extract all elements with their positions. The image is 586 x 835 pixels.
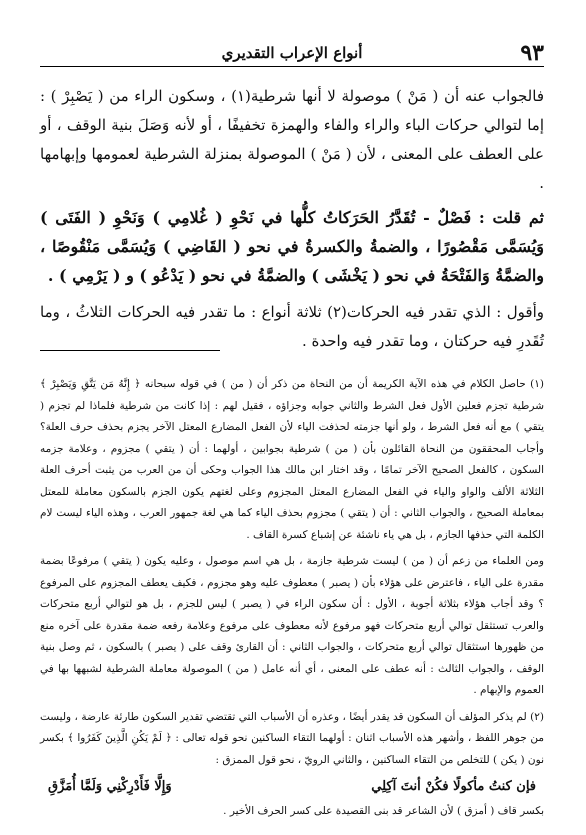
footnote-2: (٢) لم يذكر المؤلف أن السكون قد يقدر أيضًا ، وعذره أن الأسباب التي تقتضي تقدير السكون طارئة عارضة ، وليست من جوهر اللفظ ، وأشهر هذه الأسباب اثنان : أولهما التقاء الساكنين نحو قوله تعالى : ﴿ لَمْ يَكُنِ الَّذِينَ كَفَرُوا ﴾ بكسر نون ( يكن ) للتخلص من التقاء الساكنين ، والثاني الرويّ ، نحو قول الممزق :: [40, 710, 544, 766]
footnotes: [40, 374, 544, 822]
footnote-1-continued: ومن العلماء من زعم أن ( من ) ليست شرطية جازمة ، بل هي اسم موصول ، وعليه يكون ( يتقي ) مرفوعًا بضمة مقدرة على الياء ، فاعترض على هؤلاء بأن ( يصبر ) معطوف عليه وهو مجزوم ، فكيف يعطف المجزوم على المرفوع ؟ وقد أجاب هؤلاء بثلاثة أجوبة ، الأول : أن سكون الراء في ( يصبر ) ليس للجزم ، بل هو لتوالي أربع متحركات والعرب تستثقل توالي أربع متحركات فهو مرفوع لأنه معطوف على مرفوع وعلامة رفعه ضمة مقدرة على آخره منع من ظهورها استثقال توالي أربع متحركات ، والجواب الثاني : أن القارئ وقف على ( يصبر ) بالسكون ، ثم وصل بنية الوقف ، والجواب الثالث : أنه عطف على المعنى ، أي أنه عامل ( من ) الموصولة معاملة الشرطية لشبهها بها في العموم والإبهام .: [40, 555, 544, 696]
footnote-1: (١) حاصل الكلام في هذه الآية الكريمة أن من النحاة من ذكر أن ( من ) في قوله سبحانه ﴿ إِنَّهُ مَن يَتَّقِ وَيَصْبِرْ ﴾ شرطية تجزم فعلين الأول فعل الشرط والثاني جوابه وجزاؤه ، فقيل لهم : إذا كانت من شرطية فلماذا لم تجزم ( يتقي ) مع أنه فعل الشرط ، ولو أنها جزمته لحذفت الياء لأن الفعل المضارع المعتل الآخر يجزم بحذف حرف العلة؟ وأجاب المحققون من النحاة القائلون بأن ( من ) شرطية بجوابين ، أولهما : أن ( يتقي ) مجزوم ، وعلامة جزمه السكون ، كالفعل الصحيح الآخر تمامًا ، وقد اختار ابن مالك هذا الجواب وحكى أن من العرب من يثبت أحرف العلة الثلاثة الألف والواو والياء في الفعل المضارع المعتل المجزوم وعلى لغتهم يكون الجزم بالسكون معاملة للمعتل بمعاملة الصحيح ، والجواب الثاني : أن ( يتقي ) مجزوم بحذف الياء كما هي لغة جمهور العرب ، وهذه الياء ليست لام الكلمة التي حذفها الجازم ، بل هي ياء ناشئة عن إشباع كسرة القاف .: [40, 378, 544, 541]
page-number: ٩٣: [520, 40, 544, 66]
matn-paragraph: ثم قلت : فَصْلٌ - تُقَدَّرُ الحَرَكاتُ كلُّها في نَحْوِ ( غُلامِي ) وَنَحْوِ ( الفَتَى ) وَيُسَمَّى مَقْصُورًا ، والضمةُ والكسرةُ في نحو ( القَاضِي ) وَيُسَمَّى مَنْقُوصًا ، والضمَّةُ وَالفَتْحَةُ في نحو ( يَخْشَى ) والضمَّةُ في نحو ( يَدْعُو ) و ( يَرْمِي ) .: [40, 208, 544, 285]
poetry-verse: [40, 775, 544, 799]
verse-first-hemistich: فإن كنتُ مأكولًا فكُنْ أنتَ آكِلِي: [371, 779, 536, 794]
running-title: أنواع الإعراب التقديري: [221, 44, 363, 62]
commentary-paragraph: وأقول : الذي تقدر فيه الحركات(٢) ثلاثة أنواع : ما تقدر فيه الحركات الثلاثُ ، وما تُقَدرِ فيه حركتان ، وما تقدر فيه واحدة .: [40, 303, 544, 350]
header-rule: [40, 66, 544, 67]
footnote-2-end: بكسر قاف ( أمزق ) لأن الشاعر قد بنى القصيدة على كسر الحرف الأخير .: [223, 805, 544, 817]
footnote-separator: [40, 350, 220, 351]
main-text: [40, 82, 544, 356]
page-header: [40, 40, 544, 68]
verse-second-hemistich: وَإِلَّا فَأَدْرِكْنِي وَلَمَّا أُمَزَّقِ: [48, 779, 172, 794]
answer-paragraph: فالجواب عنه أن ( مَنْ ) موصولة لا أنها شرطية(١) ، وسكون الراء من ( يَصْبِرْ ) : إما لتوالي حركات الباء والراء والفاء والهمزة تخفيفًا ، أو لأنه وَصَلَ بنية الوقف ، أو على العطف على المعنى ، لأن ( مَنْ ) الموصولة بمنزلة الشرطية لعمومها وإبهامها .: [40, 87, 544, 192]
